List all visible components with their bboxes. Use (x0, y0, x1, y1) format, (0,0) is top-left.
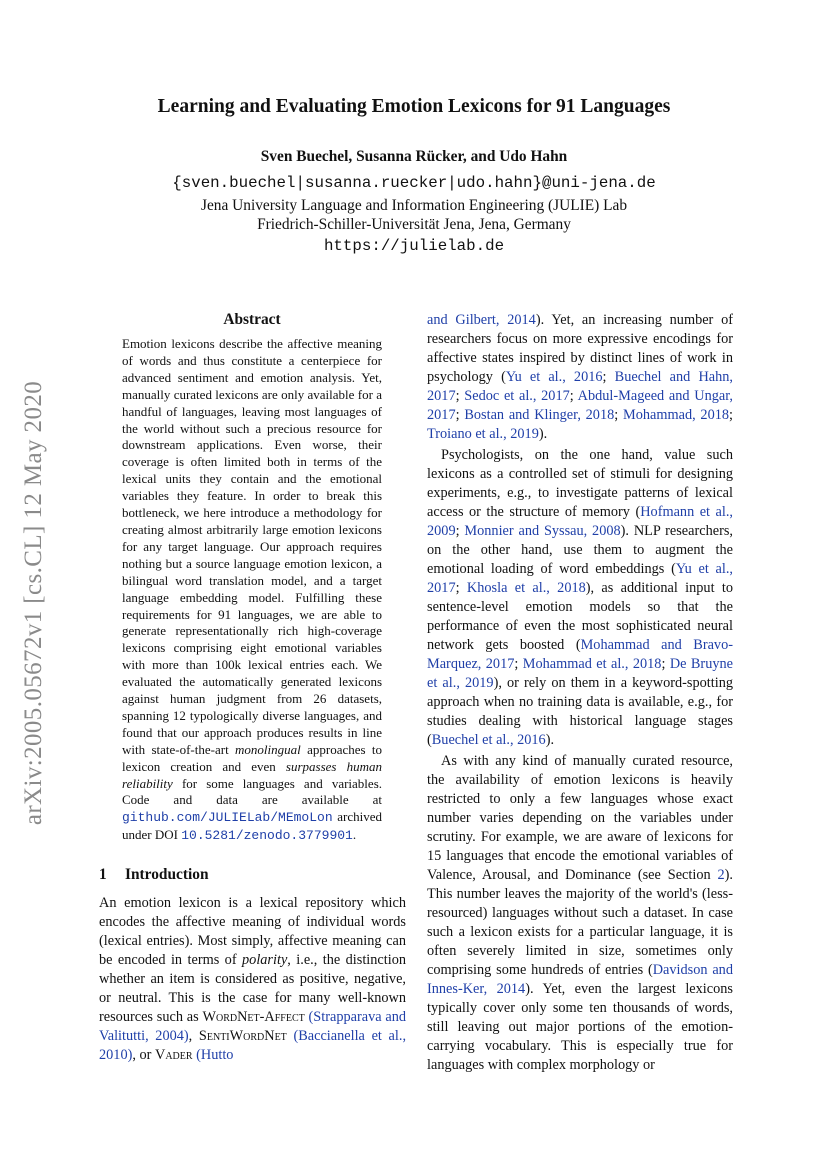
paper-title: Learning and Evaluating Emotion Lexicons for 91 Languages (157, 96, 671, 117)
citation-link[interactable]: (Baccianella et al., 2010) (99, 1028, 407, 1063)
affiliation-university: Friedrich-Schiller-Universität Jena, Jena, Germany (257, 216, 571, 233)
author-list: Sven Buechel, Susanna Rücker, and Udo Hahn (260, 148, 568, 165)
citation-link[interactable]: Khosla et al., 2018 (466, 580, 586, 596)
intro-paragraph-1: An emotion lexicon is a lexical repository which encodes the affective meaning of individual words (lexical entries). Most simply, affective meaning can be encoded in terms of polarity, i.e., the distinction whether an item is considered as positive, negative, or neutral. This is the case for many well-known resources such as WordNet-Affect (Strapparava and Valitutti, 2004), SentiWordNet (Baccianella et al., 2010), or Vader (Hutto (99, 895, 407, 1063)
citation-link[interactable]: Buechel et al., 2016 (431, 732, 546, 748)
arxiv-side-stamp (14, 355, 54, 850)
introduction-section (99, 866, 406, 1065)
citation-link[interactable]: Buechel and Hahn, 2017 (427, 369, 733, 404)
citation-link[interactable]: and Gilbert, 2014 (427, 312, 536, 328)
abstract-heading: Abstract (223, 311, 281, 328)
body-paragraph-1: and Gilbert, 2014). Yet, an increasing number of researchers focus on more expressive encodings for affective states inspired by distinct lines of work in psychology (Yu et al., 2016; Buechel and Hahn, 2017; Sedoc et al., 2017; Abdul-Mageed and Ungar, 2017; Bostan and Klinger, 2018; Mohammad, 2018; Troiano et al., 2019). (427, 312, 733, 442)
citation-link[interactable]: Monnier and Syssau, 2008 (464, 523, 621, 539)
lab-url[interactable]: https://julielab.de (323, 237, 505, 255)
citation-link[interactable]: Yu et al., 2017 (427, 561, 733, 596)
citation-link[interactable]: (Strapparava and Valitutti, 2004) (99, 1009, 406, 1044)
author-emails: {sven.buechel|susanna.ruecker|udo.hahn}@uni-jena.de (172, 174, 656, 192)
section-title: Introduction (125, 866, 209, 883)
emphasis-monolingual: monolingual (235, 741, 301, 757)
citation-link[interactable]: Abdul-Mageed and Ungar, 2017 (427, 388, 733, 423)
citation-link[interactable]: Bostan and Klinger, 2018 (464, 407, 615, 423)
body-paragraph-2: Psychologists, on the one hand, value such lexicons as a controlled set of stimuli for designing experiments, e.g., to investigate patterns of lexical access or the structure of memory (Hofmann et al., 2009; Monnier and Syssau, 2008). NLP researchers, on the other hand, use them to augment the emotional loading of word embeddings (Yu et al., 2017; Khosla et al., 2018), as additional input to sentence-level emotion models so that the performance of even the most sophisticated neural network gets boosted (Mohammad and Bravo-Marquez, 2017; Mohammad et al., 2018; De Bruyne et al., 2019), or rely on them in a keyword-spotting approach when no training data is available, e.g., for studies dealing with historical language stages (Buechel et al., 2016). (427, 447, 734, 748)
doi-link[interactable]: 10.5281/zenodo.3779901 (181, 828, 353, 844)
citation-link[interactable]: Mohammad et al., 2018 (522, 656, 662, 672)
citation-link[interactable]: (Hutto (196, 1047, 234, 1063)
resource-sentiwordnet: SentiWordNet (198, 1028, 287, 1044)
github-link[interactable]: github.com/JULIELab/MEmoLon (122, 810, 333, 826)
citation-link[interactable]: Troiano et al., 2019 (427, 426, 539, 442)
abstract-section (122, 311, 382, 845)
resource-wordnet-affect: WordNet-Affect (202, 1009, 305, 1025)
citation-link[interactable]: Davidson and Innes-Ker, 2014 (427, 962, 733, 997)
section-heading-introduction (99, 866, 406, 884)
abstract-text: Emotion lexicons describe the affective meaning of words and thus constitute a centerpiece for advanced sentiment and emotion analysis. Yet, manually curated lexicons are only available for a handful of languages, leaving most languages of the world without such a precious resource for downstream applications. Even worse, their coverage is often limited both in terms of the lexical units they contain and the emotional variables they feature. In order to break this bottleneck, we here introduce a methodology for creating almost arbitrarily large emotion lexicons for any target language. Our approach requires nothing but a source language emotion lexicon, a bilingual word translation model, and a target language embedding model. Fulfilling these requirements for 91 languages, we are able to generate representationally rich high-coverage lexicons comprising eight emotional variables with more than 100k lexical entries each. We evaluated the automatically generated lexicons against human judgment from 26 datasets, spanning 12 typologically diverse languages, and found that our approach produces results in line with state-of-the-art monolingual approaches to lexicon creation and even surpasses human reliability for some languages and variables. Code and data are available at github.com/JULIELab/MEmoLon archived under DOI 10.5281/zenodo.3779901. (122, 336, 383, 844)
citation-link[interactable]: Sedoc et al., 2017 (464, 388, 570, 404)
citation-link[interactable]: Hofmann et al., 2009 (427, 504, 733, 539)
citation-link[interactable]: Mohammad, 2018 (623, 407, 730, 423)
resource-vader: Vader (155, 1047, 193, 1063)
body-paragraph-3: As with any kind of manually curated resource, the availability of emotion lexicons is heavily restricted to only a few languages whose exact number varies depending on the variables under scrutiny. For example, we are aware of lexicons for 15 languages that encode the emotional variables of Valence, Arousal, and Dominance (see Section 2). This number leaves the majority of the world's (less-resourced) languages without such a dataset. In case such a lexicon exists for a particular language, it is often severely limited in size, sometimes only comprising some hundreds of entries (Davidson and Innes-Ker, 2014). Yet, even the largest lexicons typically cover only some ten thousands of words, still leaving out major portions of the emotion-carrying vocabulary. This is especially true for languages with complex morphology or (427, 753, 733, 1073)
citation-link[interactable]: Yu et al., 2016 (505, 369, 603, 385)
section-reference-link[interactable]: 2 (717, 867, 725, 883)
citation-link[interactable]: De Bruyne et al., 2019 (427, 656, 733, 691)
emphasis-surpasses: surpasses human reliability (122, 758, 382, 791)
section-number: 1 (99, 866, 107, 883)
right-column-text (427, 311, 733, 1077)
affiliation-lab: Jena University Language and Information Engineering (JULIE) Lab (200, 197, 628, 214)
citation-link[interactable]: Mohammad and Bravo-Marquez, 2017 (427, 637, 733, 672)
arxiv-identifier: arXiv:2005.05672v1 [cs.CL] 12 May 2020 (20, 380, 47, 825)
